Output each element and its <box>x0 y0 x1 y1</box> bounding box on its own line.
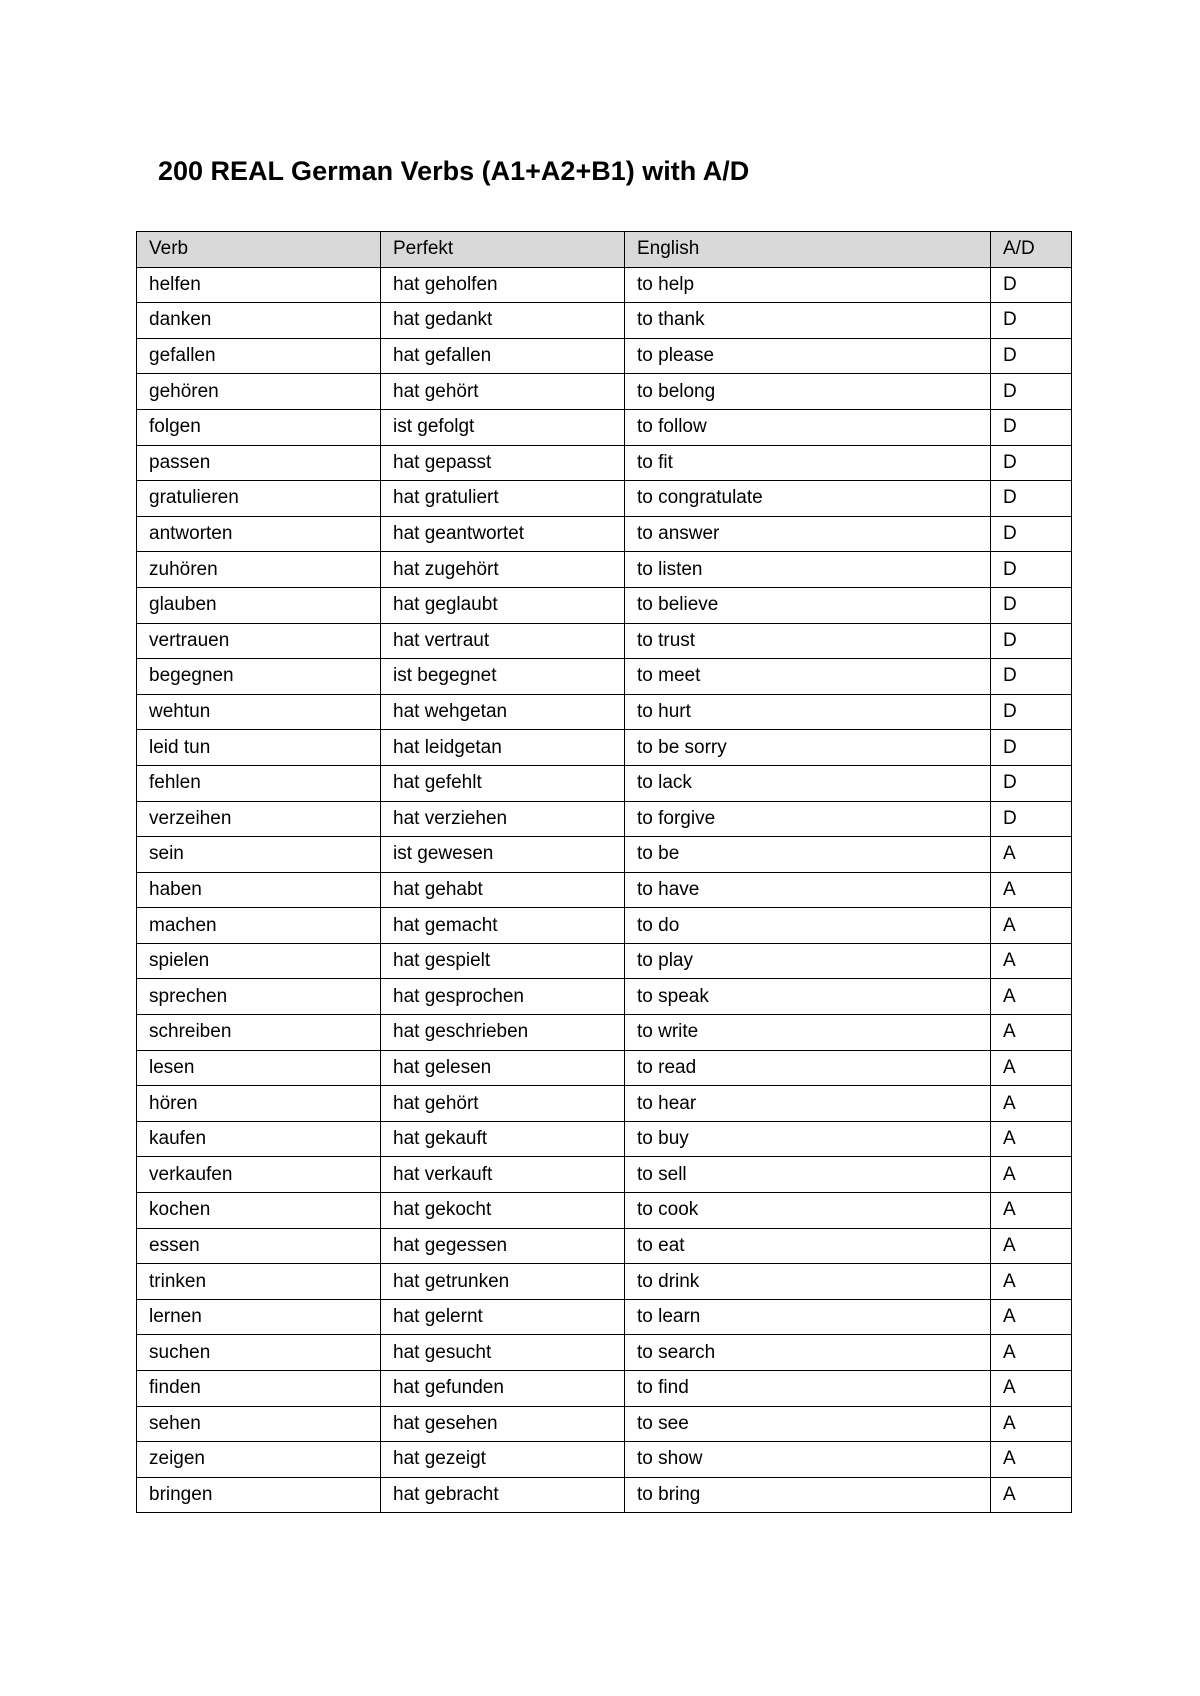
english-cell: to please <box>625 338 991 374</box>
perfekt-cell: hat gratuliert <box>381 481 625 517</box>
table-row <box>137 1050 1072 1086</box>
perfekt-cell: hat gespielt <box>381 943 625 979</box>
english-cell: to read <box>625 1050 991 1086</box>
ad-cell: D <box>991 587 1072 623</box>
table-row <box>137 1442 1072 1478</box>
perfekt-cell: hat geschrieben <box>381 1015 625 1051</box>
verb-cell: lernen <box>137 1299 381 1335</box>
ad-cell: A <box>991 1157 1072 1193</box>
verb-cell: gratulieren <box>137 481 381 517</box>
ad-cell: D <box>991 801 1072 837</box>
english-cell: to follow <box>625 409 991 445</box>
table-row <box>137 516 1072 552</box>
column-header-english: English <box>625 232 991 268</box>
verb-cell: schreiben <box>137 1015 381 1051</box>
ad-cell: D <box>991 623 1072 659</box>
ad-cell: D <box>991 730 1072 766</box>
english-cell: to meet <box>625 659 991 695</box>
verb-cell: sprechen <box>137 979 381 1015</box>
perfekt-cell: hat leidgetan <box>381 730 625 766</box>
english-cell: to bring <box>625 1477 991 1513</box>
ad-cell: D <box>991 516 1072 552</box>
ad-cell: A <box>991 1477 1072 1513</box>
english-cell: to lack <box>625 765 991 801</box>
verb-cell: lesen <box>137 1050 381 1086</box>
perfekt-cell: hat gegessen <box>381 1228 625 1264</box>
ad-cell: A <box>991 908 1072 944</box>
ad-cell: A <box>991 1406 1072 1442</box>
verb-cell: kaufen <box>137 1121 381 1157</box>
perfekt-cell: hat gemacht <box>381 908 625 944</box>
verb-cell: gehören <box>137 374 381 410</box>
ad-cell: A <box>991 1371 1072 1407</box>
english-cell: to forgive <box>625 801 991 837</box>
table-row <box>137 659 1072 695</box>
perfekt-cell: hat gelesen <box>381 1050 625 1086</box>
table-row <box>137 943 1072 979</box>
verb-cell: kochen <box>137 1193 381 1229</box>
perfekt-cell: hat vertraut <box>381 623 625 659</box>
table-row <box>137 1228 1072 1264</box>
table-row <box>137 1406 1072 1442</box>
english-cell: to be <box>625 837 991 873</box>
english-cell: to hear <box>625 1086 991 1122</box>
ad-cell: D <box>991 765 1072 801</box>
verb-cell: gefallen <box>137 338 381 374</box>
perfekt-cell: hat gekauft <box>381 1121 625 1157</box>
perfekt-cell: hat gesucht <box>381 1335 625 1371</box>
ad-cell: A <box>991 837 1072 873</box>
table-row <box>137 374 1072 410</box>
verb-cell: wehtun <box>137 694 381 730</box>
english-cell: to find <box>625 1371 991 1407</box>
perfekt-cell: hat gehört <box>381 1086 625 1122</box>
table-row <box>137 338 1072 374</box>
verb-cell: machen <box>137 908 381 944</box>
verb-cell: haben <box>137 872 381 908</box>
verb-cell: zuhören <box>137 552 381 588</box>
ad-cell: D <box>991 659 1072 695</box>
table-row <box>137 837 1072 873</box>
english-cell: to see <box>625 1406 991 1442</box>
verb-cell: antworten <box>137 516 381 552</box>
table-row <box>137 801 1072 837</box>
perfekt-cell: hat gezeigt <box>381 1442 625 1478</box>
perfekt-cell: hat gesprochen <box>381 979 625 1015</box>
perfekt-cell: hat gehabt <box>381 872 625 908</box>
table-row <box>137 1015 1072 1051</box>
verb-cell: folgen <box>137 409 381 445</box>
verb-cell: glauben <box>137 587 381 623</box>
verb-cell: verzeihen <box>137 801 381 837</box>
english-cell: to show <box>625 1442 991 1478</box>
english-cell: to congratulate <box>625 481 991 517</box>
perfekt-cell: hat gelernt <box>381 1299 625 1335</box>
perfekt-cell: hat gefallen <box>381 338 625 374</box>
ad-cell: D <box>991 374 1072 410</box>
verb-cell: essen <box>137 1228 381 1264</box>
verb-cell: sein <box>137 837 381 873</box>
verb-cell: fehlen <box>137 765 381 801</box>
ad-cell: A <box>991 979 1072 1015</box>
ad-cell: A <box>991 1015 1072 1051</box>
table-row <box>137 1335 1072 1371</box>
table-row <box>137 1371 1072 1407</box>
ad-cell: D <box>991 694 1072 730</box>
ad-cell: A <box>991 1335 1072 1371</box>
column-header-perfekt: Perfekt <box>381 232 625 268</box>
english-cell: to be sorry <box>625 730 991 766</box>
verb-table <box>136 231 1072 1513</box>
table-row <box>137 623 1072 659</box>
ad-cell: A <box>991 1050 1072 1086</box>
table-row <box>137 1086 1072 1122</box>
ad-cell: A <box>991 1264 1072 1300</box>
perfekt-cell: hat geholfen <box>381 267 625 303</box>
ad-cell: D <box>991 445 1072 481</box>
verb-cell: zeigen <box>137 1442 381 1478</box>
english-cell: to drink <box>625 1264 991 1300</box>
english-cell: to thank <box>625 303 991 339</box>
english-cell: to sell <box>625 1157 991 1193</box>
table-row <box>137 445 1072 481</box>
perfekt-cell: hat gekocht <box>381 1193 625 1229</box>
ad-cell: D <box>991 303 1072 339</box>
english-cell: to believe <box>625 587 991 623</box>
table-row <box>137 1477 1072 1513</box>
perfekt-cell: hat zugehört <box>381 552 625 588</box>
ad-cell: A <box>991 943 1072 979</box>
english-cell: to help <box>625 267 991 303</box>
english-cell: to cook <box>625 1193 991 1229</box>
table-row <box>137 872 1072 908</box>
ad-cell: D <box>991 409 1072 445</box>
table-row <box>137 979 1072 1015</box>
ad-cell: A <box>991 1228 1072 1264</box>
ad-cell: A <box>991 1193 1072 1229</box>
verb-cell: vertrauen <box>137 623 381 659</box>
perfekt-cell: ist gewesen <box>381 837 625 873</box>
english-cell: to search <box>625 1335 991 1371</box>
english-cell: to eat <box>625 1228 991 1264</box>
verb-cell: verkaufen <box>137 1157 381 1193</box>
perfekt-cell: hat gedankt <box>381 303 625 339</box>
english-cell: to hurt <box>625 694 991 730</box>
english-cell: to write <box>625 1015 991 1051</box>
ad-cell: D <box>991 267 1072 303</box>
perfekt-cell: hat gepasst <box>381 445 625 481</box>
english-cell: to do <box>625 908 991 944</box>
english-cell: to trust <box>625 623 991 659</box>
ad-cell: A <box>991 1121 1072 1157</box>
verb-cell: leid tun <box>137 730 381 766</box>
table-row <box>137 1121 1072 1157</box>
table-row <box>137 1157 1072 1193</box>
ad-cell: D <box>991 552 1072 588</box>
ad-cell: A <box>991 1299 1072 1335</box>
table-row <box>137 1193 1072 1229</box>
english-cell: to play <box>625 943 991 979</box>
english-cell: to answer <box>625 516 991 552</box>
english-cell: to belong <box>625 374 991 410</box>
table-row <box>137 267 1072 303</box>
table-row <box>137 481 1072 517</box>
perfekt-cell: hat gefehlt <box>381 765 625 801</box>
perfekt-cell: hat geglaubt <box>381 587 625 623</box>
perfekt-cell: hat gebracht <box>381 1477 625 1513</box>
perfekt-cell: hat wehgetan <box>381 694 625 730</box>
table-row <box>137 303 1072 339</box>
perfekt-cell: hat verkauft <box>381 1157 625 1193</box>
table-row <box>137 1299 1072 1335</box>
ad-cell: A <box>991 872 1072 908</box>
perfekt-cell: hat getrunken <box>381 1264 625 1300</box>
verb-cell: begegnen <box>137 659 381 695</box>
ad-cell: D <box>991 481 1072 517</box>
column-header-ad: A/D <box>991 232 1072 268</box>
table-row <box>137 1264 1072 1300</box>
verb-cell: finden <box>137 1371 381 1407</box>
table-row <box>137 765 1072 801</box>
verb-cell: sehen <box>137 1406 381 1442</box>
table-row <box>137 694 1072 730</box>
table-row <box>137 409 1072 445</box>
page-title: 200 REAL German Verbs (A1+A2+B1) with A/D <box>158 156 750 186</box>
perfekt-cell: ist begegnet <box>381 659 625 695</box>
verb-cell: hören <box>137 1086 381 1122</box>
perfekt-cell: hat geantwortet <box>381 516 625 552</box>
english-cell: to have <box>625 872 991 908</box>
perfekt-cell: hat gefunden <box>381 1371 625 1407</box>
column-header-verb: Verb <box>137 232 381 268</box>
table-row <box>137 552 1072 588</box>
perfekt-cell: ist gefolgt <box>381 409 625 445</box>
ad-cell: A <box>991 1442 1072 1478</box>
table-row <box>137 908 1072 944</box>
table-row <box>137 587 1072 623</box>
english-cell: to speak <box>625 979 991 1015</box>
table-body <box>137 267 1072 1513</box>
english-cell: to listen <box>625 552 991 588</box>
verb-cell: danken <box>137 303 381 339</box>
verb-cell: passen <box>137 445 381 481</box>
verb-cell: bringen <box>137 1477 381 1513</box>
perfekt-cell: hat verziehen <box>381 801 625 837</box>
ad-cell: A <box>991 1086 1072 1122</box>
verb-cell: suchen <box>137 1335 381 1371</box>
english-cell: to buy <box>625 1121 991 1157</box>
english-cell: to fit <box>625 445 991 481</box>
verb-cell: spielen <box>137 943 381 979</box>
table-row <box>137 730 1072 766</box>
ad-cell: D <box>991 338 1072 374</box>
verb-cell: trinken <box>137 1264 381 1300</box>
english-cell: to learn <box>625 1299 991 1335</box>
verb-cell: helfen <box>137 267 381 303</box>
perfekt-cell: hat gehört <box>381 374 625 410</box>
table-header-row <box>137 232 1072 268</box>
perfekt-cell: hat gesehen <box>381 1406 625 1442</box>
